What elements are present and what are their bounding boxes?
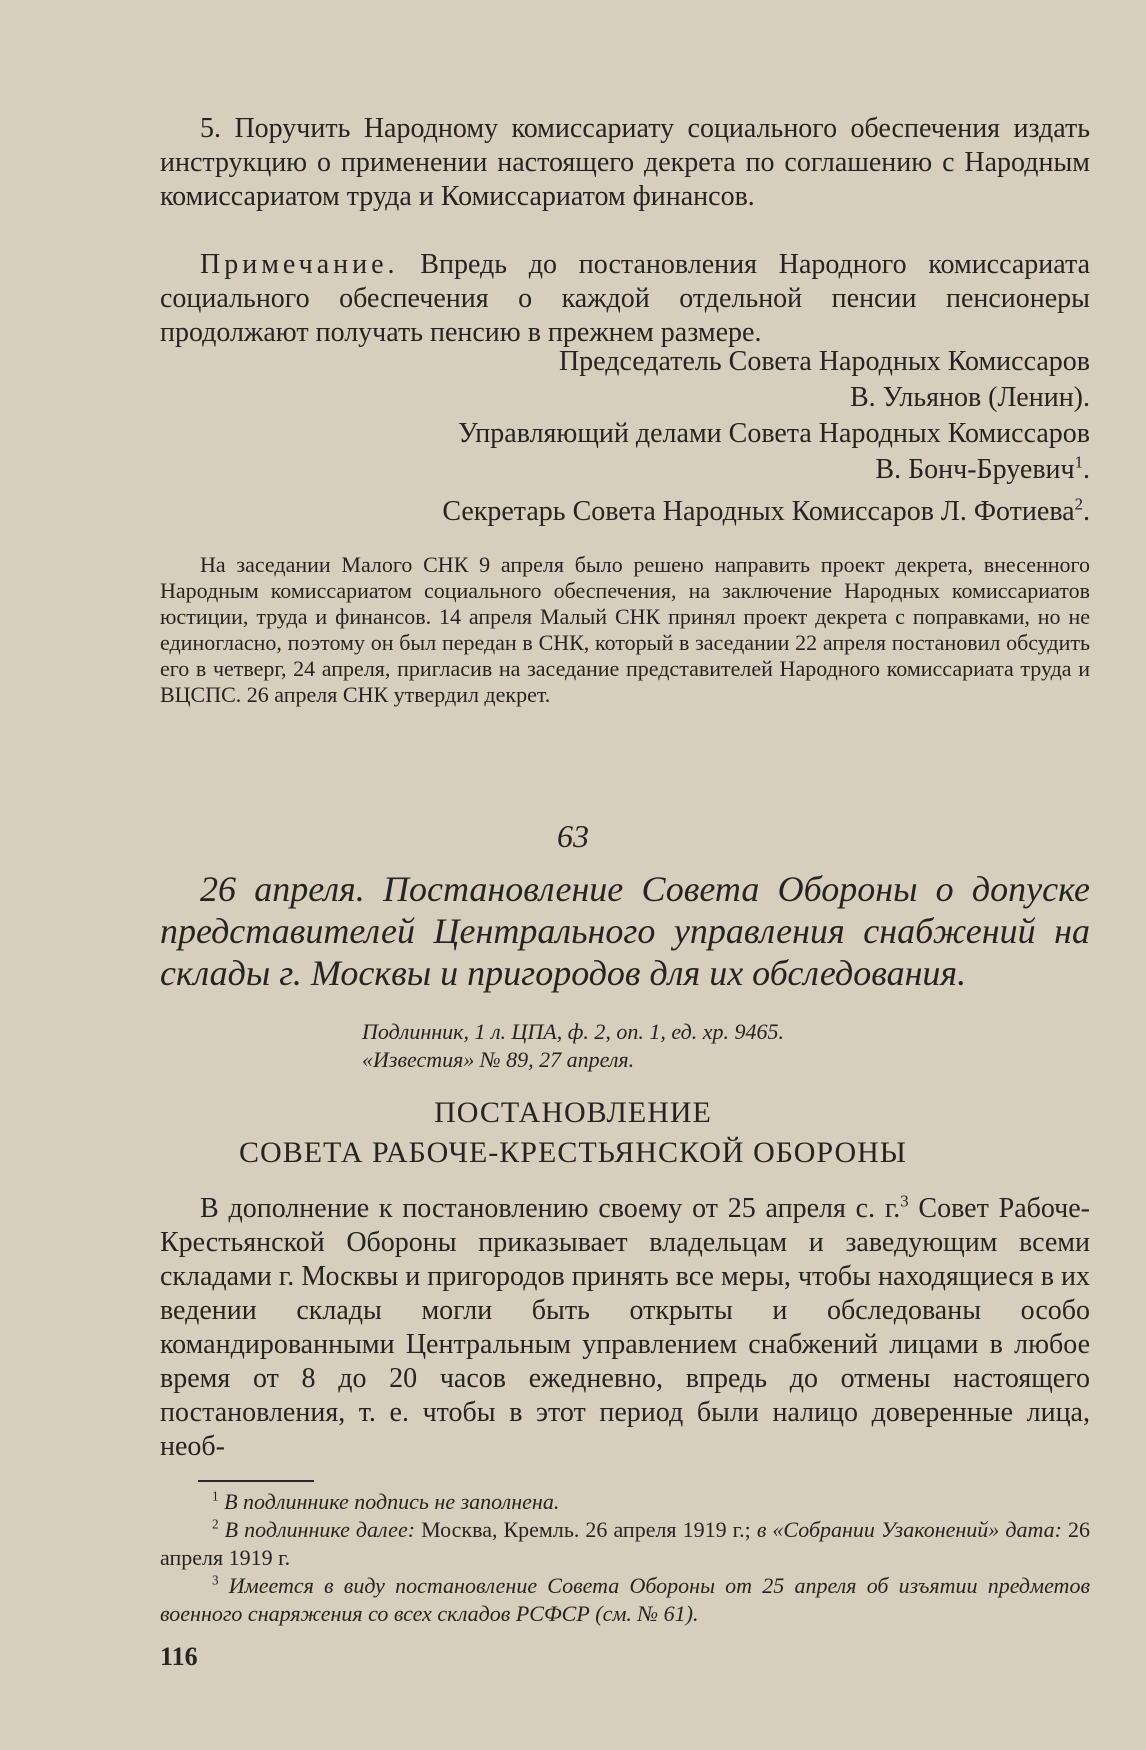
paragraph-5: 5. Поручить Народному комиссариату социального обеспечения издать инструкцию о применении настоящего декрета по соглашению с Народным комиссариатом труда и Комиссариатом финансов. [160, 113, 1090, 212]
source-archive: Подлинник, 1 л. ЦПА, ф. 2, оп. 1, ед. хр. 9465. [362, 1019, 784, 1044]
footnote-divider [198, 1480, 314, 1482]
footnote-1: $^1$ В подлиннике подпись не заполнена. [212, 1488, 560, 1514]
note-paragraph [160, 248, 1090, 350]
note-label: Примечание. [200, 249, 399, 280]
note-text: Впредь до постановления Народного комиссариата социального обеспечения о каждой отдельной пенсии пенсионеры продолжают получать пенсию в прежнем размере. [160, 249, 1090, 348]
page-number: 116 [160, 1642, 198, 1671]
footnote-2: $^2$ В подлиннике далее: Москва, Кремль. 26 апреля 1919 г.; в «Собрании Узаконений» дата: 26 апреля 1919 г. [160, 1516, 1090, 1570]
document-title: 26 апреля. Постановление Совета Обороны о допуске представителей Центрального управления снабжений на склады г. Москвы и пригородов для их обследования. [160, 869, 1090, 993]
heading-resolution: ПОСТАНОВЛЕНИЕ [434, 1096, 712, 1129]
heading-council: СОВЕТА РАБОЧЕ-КРЕСТЬЯНСКОЙ ОБОРОНЫ [239, 1136, 907, 1169]
chair-signature: Председатель Совета Народных Комиссаров В. Ульянов (Ленин). [558, 346, 1090, 413]
commentary-note: На заседании Малого СНК 9 апреля было решено направить проект декрета, внесенного Народным комиссариатом социального обеспечения, на заключение Народных комиссариатов юстиции, труда и финансов. 14 апреля Малый СНК принял проект декрета с поправками, но не единогласно, поэтому он был передан в СНК, который в заседании 22 апреля постановил обсудить его в четверг, 24 апреля, пригласив на заседание представителей Народного комиссариата труда и ВЦСПС. 26 апреля СНК утвердил декрет. [160, 552, 1090, 707]
source-izvestia: «Известия» № 89, 27 апреля. [362, 1047, 635, 1072]
manager-signature: Управляющий делами Совета Народных Комиссаров В. Бонч-Бруевич$^1$. [457, 418, 1090, 485]
document-number: 63 [557, 818, 589, 854]
resolution-body: В дополнение к постановлению своему от 25 апреля с. г.$^3$ Совет Рабоче-Крестьянской Обороны приказывает владельцам и заведующим всеми складами г. Москвы и пригородов принять все меры, чтобы находящиеся в их ведении склады могли быть открыты и обследованы особо командированными Центральным управлением снабжений лицами в любое время от 8 до 20 часов ежедневно, впредь до отмены настоящего постановления, т. е. чтобы в этот период были налицо доверенные лица, необ- [160, 1191, 1090, 1462]
footnote-3: $^3$ Имеется в виду постановление Совета Обороны от 25 апреля об изъятии предметов военного снаряжения со всех складов РСФСР (см. № 61). [160, 1572, 1090, 1626]
secretary-signature: Секретарь Совета Народных Комиссаров Л. Фотиева$^2$. [442, 494, 1090, 527]
